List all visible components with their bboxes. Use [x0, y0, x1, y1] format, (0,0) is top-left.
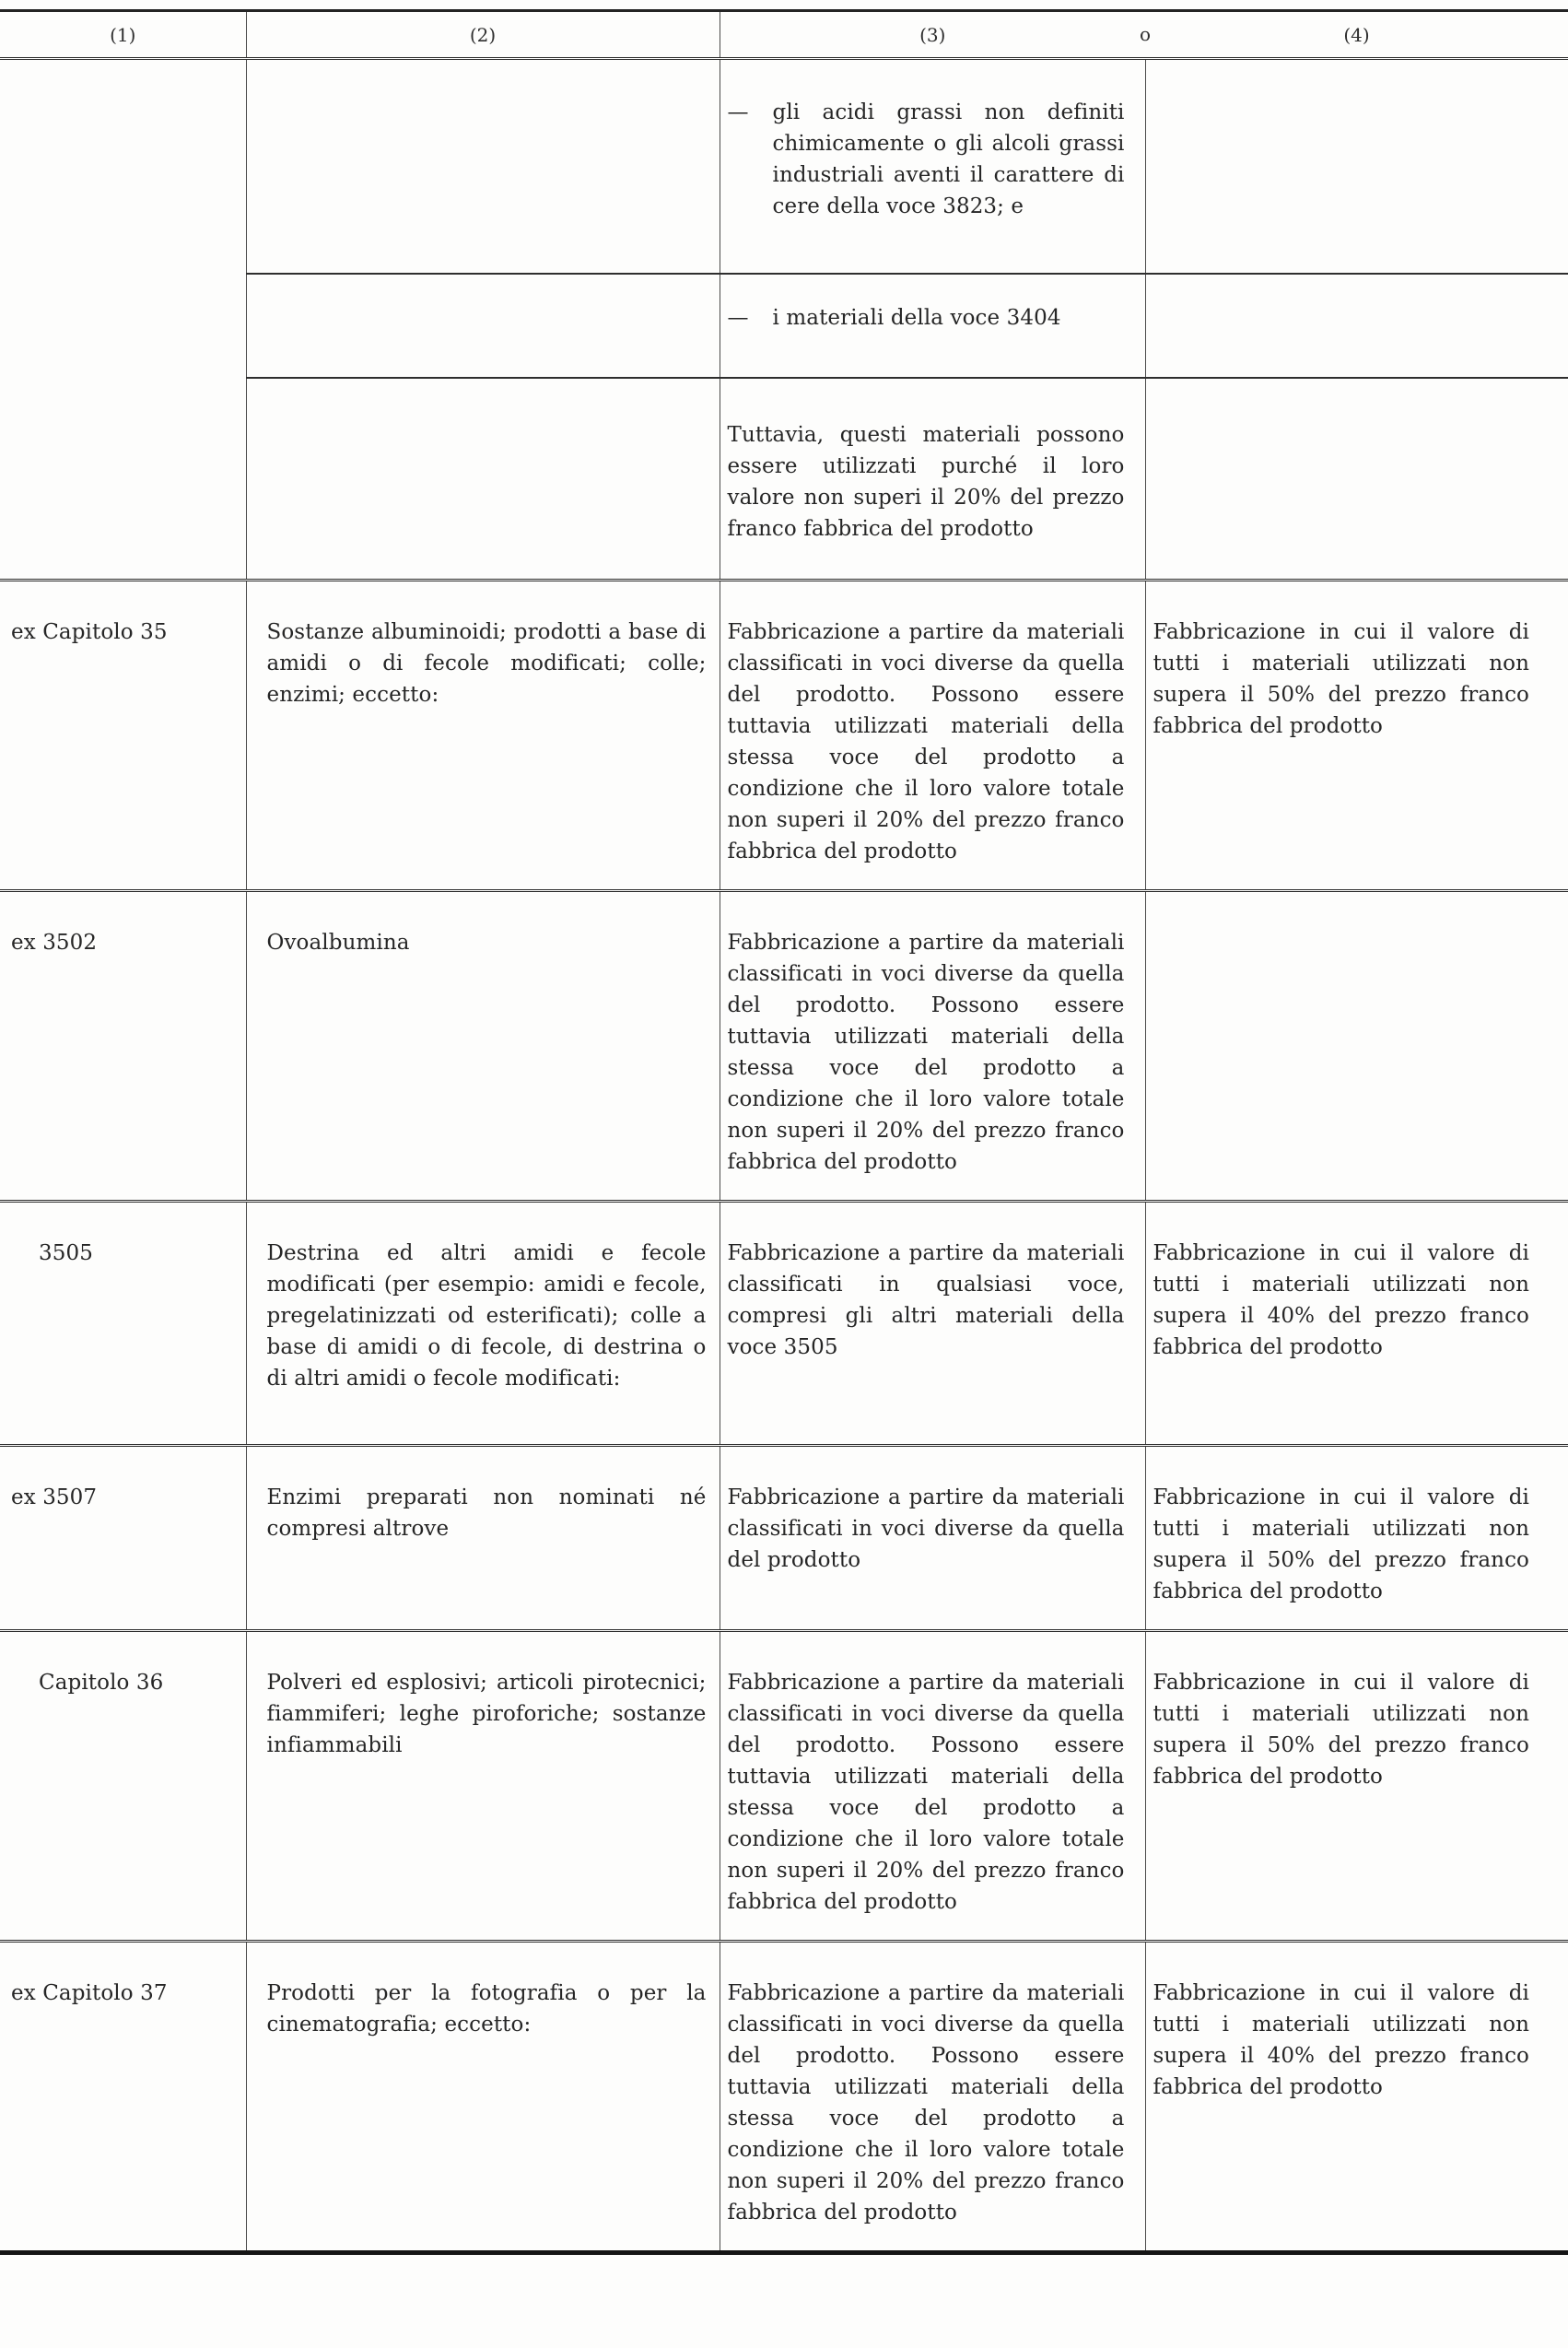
- rule-cell: [720, 378, 1145, 581]
- description-cell: Sostanze albuminoidi; prodotti a base di amidi o di fecole modificati; colle; enzimi; eccetto:: [246, 581, 720, 891]
- description-cell: Destrina ed altri amidi e fecole modificati (per esempio: amidi e fecole, pregelatinizzati od esterificati); colle a base di amidi o di fecole, di destrina o di altri amidi o fecole modificati:: [246, 1202, 720, 1446]
- row-ex-3507: [0, 1446, 1568, 1631]
- alt-rule-cell: Fabbricazione in cui il valore di tutti i materiali utilizzati non supera il 40% del prezzo franco fabbrica del prodotto: [1145, 1942, 1568, 2253]
- row-3505: [0, 1202, 1568, 1446]
- description-cell: Prodotti per la fotografia o per la cinematografia; eccetto:: [246, 1942, 720, 2253]
- description-cell-empty: [246, 59, 720, 274]
- continuation-row-1: [0, 59, 1568, 274]
- heading-cell: ex Capitolo 35: [0, 581, 246, 891]
- heading-cell-empty: [0, 59, 246, 581]
- description-cell-empty: [246, 274, 720, 378]
- rule-cell: Fabbricazione a partire da materiali classificati in qualsiasi voce, compresi gli altri materiali della voce 3505: [720, 1202, 1145, 1446]
- dash-marker: —: [727, 100, 749, 124]
- rule-cell: Fabbricazione a partire da materiali classificati in voci diverse da quella del prodotto. Possono essere tuttavia utilizzati materiali della stessa voce del prodotto a condizione che il loro valore totale non superi il 20% del prezzo franco fabbrica del prodotto: [720, 581, 1145, 891]
- header-col-3-label: (3): [919, 23, 946, 46]
- header-or-label: o: [1139, 22, 1152, 45]
- dash-list-item: [728, 302, 1125, 334]
- header-col-2-label: (2): [469, 23, 497, 46]
- description-cell: Polveri ed esplosivi; articoli pirotecnici; fiammiferi; leghe piroforiche; sostanze infiammabili: [246, 1631, 720, 1942]
- alt-rule-cell-empty: [1145, 59, 1568, 274]
- header-col-1: [0, 11, 246, 59]
- alt-rule-cell: Fabbricazione in cui il valore di tutti i materiali utilizzati non supera il 50% del prezzo franco fabbrica del prodotto: [1145, 1631, 1568, 1942]
- alt-rule-cell-empty: [1145, 378, 1568, 581]
- rule-cell: [720, 59, 1145, 274]
- alt-rule-cell: Fabbricazione in cui il valore di tutti i materiali utilizzati non supera il 50% del prezzo franco fabbrica del prodotto: [1145, 1446, 1568, 1631]
- header-row: [0, 11, 1568, 59]
- row-capitolo-36: [0, 1631, 1568, 1942]
- dash-list-item: [728, 97, 1125, 222]
- description-cell-empty: [246, 378, 720, 581]
- heading-cell: ex 3502: [0, 891, 246, 1202]
- rule-cell: Fabbricazione a partire da materiali classificati in voci diverse da quella del prodotto. Possono essere tuttavia utilizzati materiali della stessa voce del prodotto a condizione che il loro valore totale non superi il 20% del prezzo franco fabbrica del prodotto: [720, 1631, 1145, 1942]
- description-cell: Enzimi preparati non nominati né compresi altrove: [246, 1446, 720, 1631]
- description-cell: Ovoalbumina: [246, 891, 720, 1202]
- header-col-1-label: (1): [110, 23, 136, 46]
- rule-cell: Fabbricazione a partire da materiali classificati in voci diverse da quella del prodotto. Possono essere tuttavia utilizzati materiali della stessa voce del prodotto a condizione che il loro valore totale non superi il 20% del prezzo franco fabbrica del prodotto: [720, 1942, 1145, 2253]
- row-ex-capitolo-35: [0, 581, 1568, 891]
- header-col-2: [246, 11, 720, 59]
- dash-marker: —: [727, 305, 749, 330]
- rule-cell: Fabbricazione a partire da materiali classificati in voci diverse da quella del prodotto. Possono essere tuttavia utilizzati materiali della stessa voce del prodotto a condizione che il loro valore totale non superi il 20% del prezzo franco fabbrica del prodotto: [720, 891, 1145, 1202]
- rule-cell: [720, 274, 1145, 378]
- alt-rule-cell-empty: [1145, 891, 1568, 1202]
- dash-item-text: gli acidi grassi non definiti chimicamente o gli alcoli grassi industriali aventi il carattere di cere della voce 3823; e: [772, 100, 1125, 218]
- dash-item-text: i materiali della voce 3404: [772, 305, 1061, 330]
- heading-cell: ex Capitolo 37: [0, 1942, 246, 2253]
- heading-cell: 3505: [0, 1202, 246, 1446]
- rule-cell: Fabbricazione a partire da materiali classificati in voci diverse da quella del prodotto: [720, 1446, 1145, 1631]
- tolerance-note: Tuttavia, questi materiali possono essere utilizzati purché il loro valore non superi il 20% del prezzo franco fabbrica del prodotto: [727, 422, 1125, 541]
- header-col-4: [1145, 11, 1568, 59]
- row-ex-3502: [0, 891, 1568, 1202]
- header-col-4-label: (4): [1343, 23, 1370, 46]
- heading-cell: Capitolo 36: [0, 1631, 246, 1942]
- heading-cell: ex 3507: [0, 1446, 246, 1631]
- row-ex-capitolo-37: [0, 1942, 1568, 2253]
- alt-rule-cell: Fabbricazione in cui il valore di tutti i materiali utilizzati non supera il 40% del prezzo franco fabbrica del prodotto: [1145, 1202, 1568, 1446]
- rules-of-origin-table: [0, 9, 1568, 2255]
- alt-rule-cell-empty: [1145, 274, 1568, 378]
- header-col-3: [720, 11, 1152, 59]
- alt-rule-cell: Fabbricazione in cui il valore di tutti i materiali utilizzati non supera il 50% del prezzo franco fabbrica del prodotto: [1145, 581, 1568, 891]
